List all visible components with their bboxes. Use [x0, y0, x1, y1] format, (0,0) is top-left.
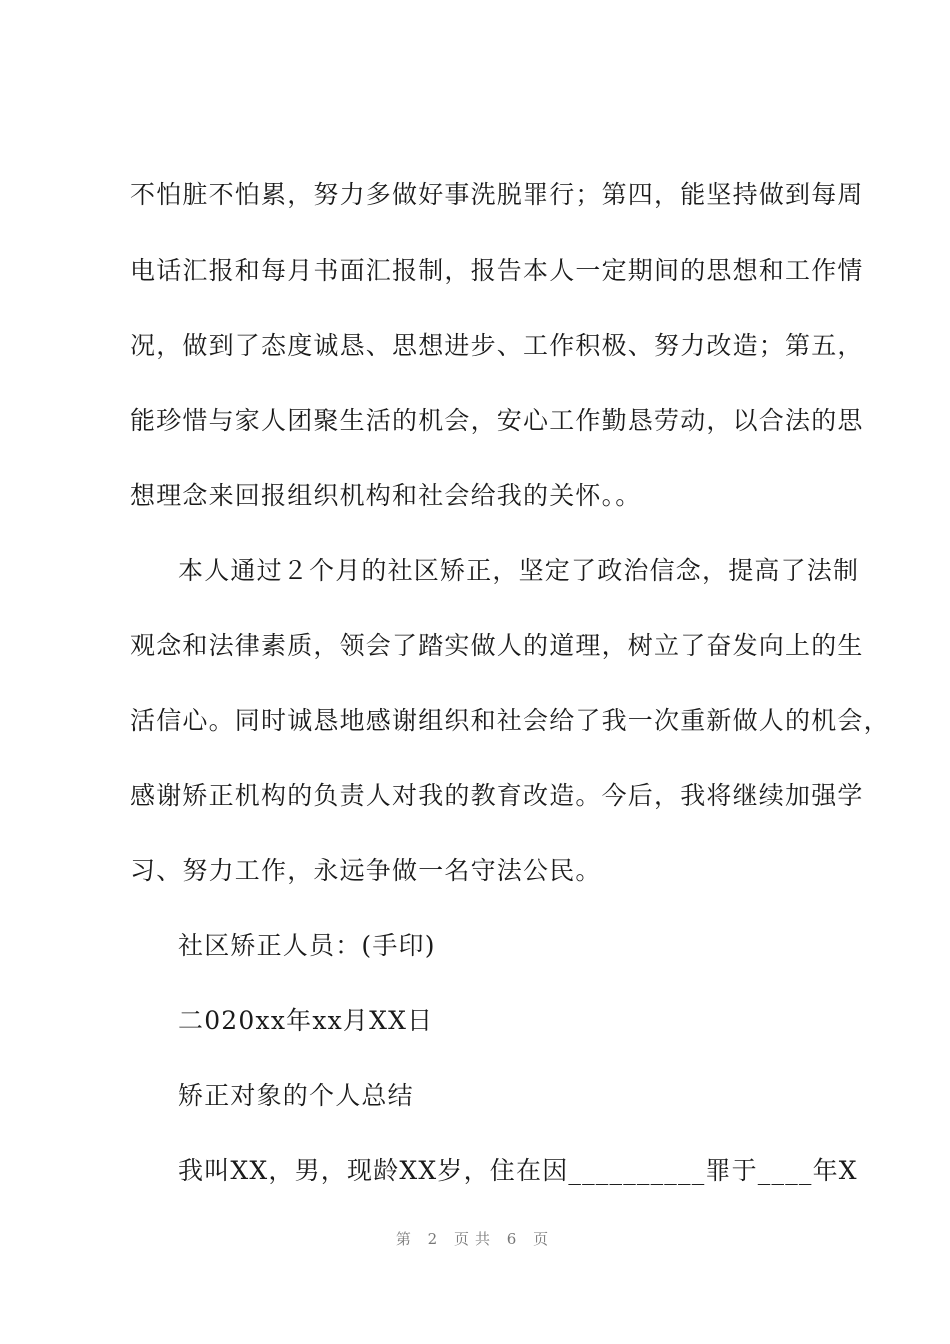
body-line-5: 想理念来回报组织机构和社会给我的关怀。。 — [130, 481, 642, 510]
body-line-2: 电话汇报和每月书面汇报制，报告本人一定期间的思想和工作情 — [130, 256, 864, 285]
page-footer: 第 2 页共 6 页 — [395, 1230, 555, 1248]
body-line-1: 不怕脏不怕累，努力多做好事洗脱罪行；第四，能坚持做到每周 — [130, 180, 864, 209]
paragraph-2-line-4: 感谢矫正机构的负责人对我的教育改造。今后，我将继续加强学 — [130, 781, 864, 810]
paragraph-2-line-3: 活信心。同时诚恳地感谢组织和社会给了我一次重新做人的机会， — [130, 706, 890, 735]
paragraph-2-line-2: 观念和法律素质，领会了踏实做人的道理，树立了奋发向上的生 — [130, 631, 864, 660]
date-line: 二020xx年xx月XX日 — [178, 1006, 434, 1035]
signature-label: 社区矫正人员：(手印) — [178, 931, 436, 960]
intro-line: 我叫XX，男，现龄XX岁，住在因__________罪于____年X — [178, 1156, 858, 1185]
body-line-3: 况，做到了态度诚恳、思想进步、工作积极、努力改造；第五， — [130, 331, 864, 360]
paragraph-2-line-5: 习、努力工作，永远争做一名守法公民。 — [130, 856, 602, 885]
body-line-4: 能珍惜与家人团聚生活的机会，安心工作勤恳劳动，以合法的思 — [130, 406, 864, 435]
paragraph-2-line-1: 本人通过２个月的社区矫正，坚定了政治信念，提高了法制 — [178, 556, 860, 585]
section-title: 矫正对象的个人总结 — [178, 1081, 414, 1110]
